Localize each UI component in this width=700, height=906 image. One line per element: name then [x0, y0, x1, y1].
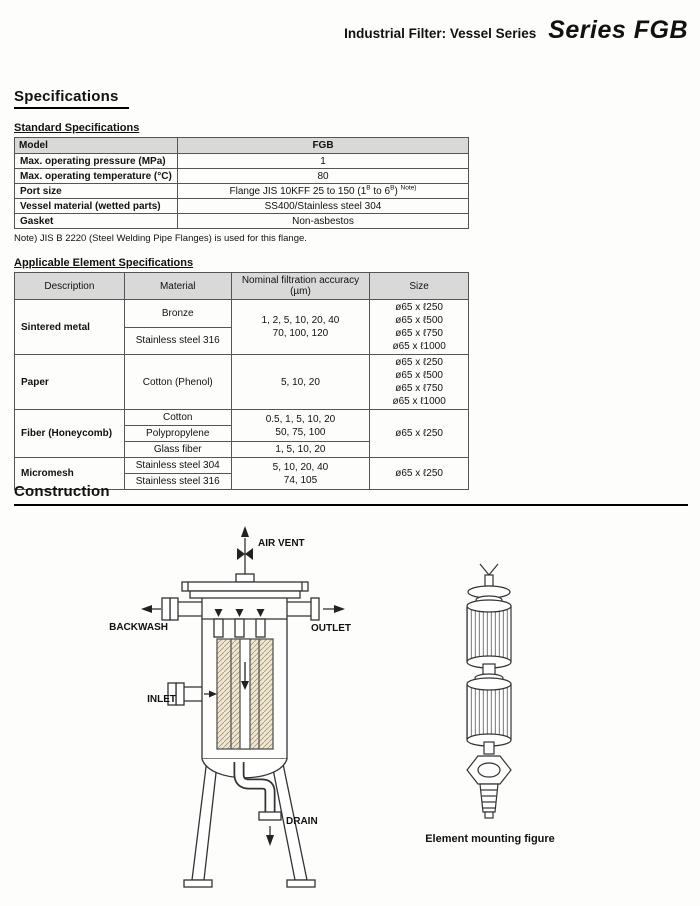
standard-specs-subtitle: Standard Specifications — [14, 122, 140, 134]
backwash-port — [141, 598, 202, 620]
element-size: ø65 x ℓ250 ø65 x ℓ500 ø65 x ℓ750 ø65 x ℓ1000 — [370, 300, 469, 355]
element-description: Micromesh — [15, 458, 125, 490]
element-size: ø65 x ℓ250 — [370, 458, 469, 490]
col-accuracy: Nominal filtration accuracy (µm) — [231, 273, 370, 300]
spec-label: Port size — [15, 184, 178, 199]
col-size: Size — [370, 273, 469, 300]
backwash-arrow — [141, 605, 152, 613]
spec-value: Non-asbestos — [178, 214, 469, 229]
element-material: Polypropylene — [124, 426, 231, 442]
element-description: Paper — [15, 355, 125, 410]
standard-specs-table — [14, 137, 469, 229]
element-specs-subtitle: Applicable Element Specifications — [14, 257, 194, 269]
element-accuracy: 1, 5, 10, 20 — [231, 442, 370, 458]
table-row — [15, 458, 469, 474]
element-material: Bronze — [124, 300, 231, 328]
outlet-arrow — [334, 605, 345, 613]
table-header-row — [15, 273, 469, 300]
model-value-cell: FGB — [178, 138, 469, 154]
construction-diagram — [14, 512, 686, 894]
spec-value: SS400/Stainless steel 304 — [178, 199, 469, 214]
air-vent-label: AIR VENT — [258, 538, 305, 549]
air-vent-valve — [237, 548, 245, 560]
element-material: Stainless steel 316 — [124, 474, 231, 490]
series-title: Series FGB — [548, 16, 688, 44]
vessel-top-cover — [182, 582, 308, 598]
spec-value: 1 — [178, 154, 469, 169]
specifications-heading: Specifications — [14, 88, 688, 109]
element-material: Stainless steel 316 — [124, 327, 231, 355]
element-description: Sintered metal — [15, 300, 125, 355]
element-accuracy: 1, 2, 5, 10, 20, 40 70, 100, 120 — [231, 300, 370, 355]
doc-subtitle: Industrial Filter: Vessel Series — [344, 26, 537, 41]
table-header-row — [15, 138, 469, 154]
element-accuracy: 5, 10, 20 — [231, 355, 370, 410]
doc-header — [344, 16, 688, 45]
element-material: Stainless steel 304 — [124, 458, 231, 474]
table-row — [15, 410, 469, 426]
model-label-cell: Model — [15, 138, 178, 154]
drain-label: DRAIN — [286, 816, 318, 827]
element-size: ø65 x ℓ250 — [370, 410, 469, 458]
filter-element-cartridge — [217, 639, 273, 749]
filter-element-lower — [467, 684, 511, 740]
spec-label: Gasket — [15, 214, 178, 229]
element-material: Cotton — [124, 410, 231, 426]
spec-value-port-size: Flange JIS 10KFF 25 to 150 ($1^B$ to $6^B$) $^{Note)}$ — [178, 184, 469, 199]
element-mounting-drawing — [467, 564, 511, 818]
filter-element-upper — [467, 606, 511, 662]
element-material: Glass fiber — [124, 442, 231, 458]
table-row — [15, 154, 469, 169]
construction-section — [14, 483, 688, 894]
table-row — [15, 199, 469, 214]
element-description: Fiber (Honeycomb) — [15, 410, 125, 458]
inlet-label: INLET — [147, 694, 176, 705]
element-size: ø65 x ℓ250 ø65 x ℓ500 ø65 x ℓ750 ø65 x ℓ1000 — [370, 355, 469, 410]
table-row — [15, 214, 469, 229]
drain-arrow — [266, 835, 274, 846]
spec-value: 80 — [178, 169, 469, 184]
element-accuracy: 0.5, 1, 5, 10, 20 50, 75, 100 — [231, 410, 370, 442]
col-description: Description — [15, 273, 125, 300]
spec-label: Vessel material (wetted parts) — [15, 199, 178, 214]
inlet-arrow — [209, 691, 217, 698]
construction-heading: Construction — [14, 483, 688, 506]
air-vent-arrow — [241, 526, 249, 537]
element-mounting-caption: Element mounting figure — [425, 833, 555, 845]
tube-sheet — [202, 609, 287, 637]
table-row — [15, 169, 469, 184]
spec-label: Max. operating temperature (°C) — [15, 169, 178, 184]
element-material: Cotton (Phenol) — [124, 355, 231, 410]
element-specs-table — [14, 272, 469, 490]
backwash-label: BACKWASH — [109, 622, 168, 633]
outlet-port — [287, 598, 345, 620]
spec-label: Max. operating pressure (MPa) — [15, 154, 178, 169]
flange-note: Note) JIS B 2220 (Steel Welding Pipe Flanges) is used for this flange. — [14, 233, 307, 244]
col-material: Material — [124, 273, 231, 300]
table-row — [15, 355, 469, 410]
outlet-label: OUTLET — [311, 623, 351, 634]
table-row — [15, 184, 469, 199]
vessel-drawing — [141, 526, 345, 887]
table-row — [15, 300, 469, 328]
air-vent-pipe — [236, 526, 254, 582]
specifications-section — [14, 88, 688, 490]
element-accuracy: 5, 10, 20, 40 74, 105 — [231, 458, 370, 490]
